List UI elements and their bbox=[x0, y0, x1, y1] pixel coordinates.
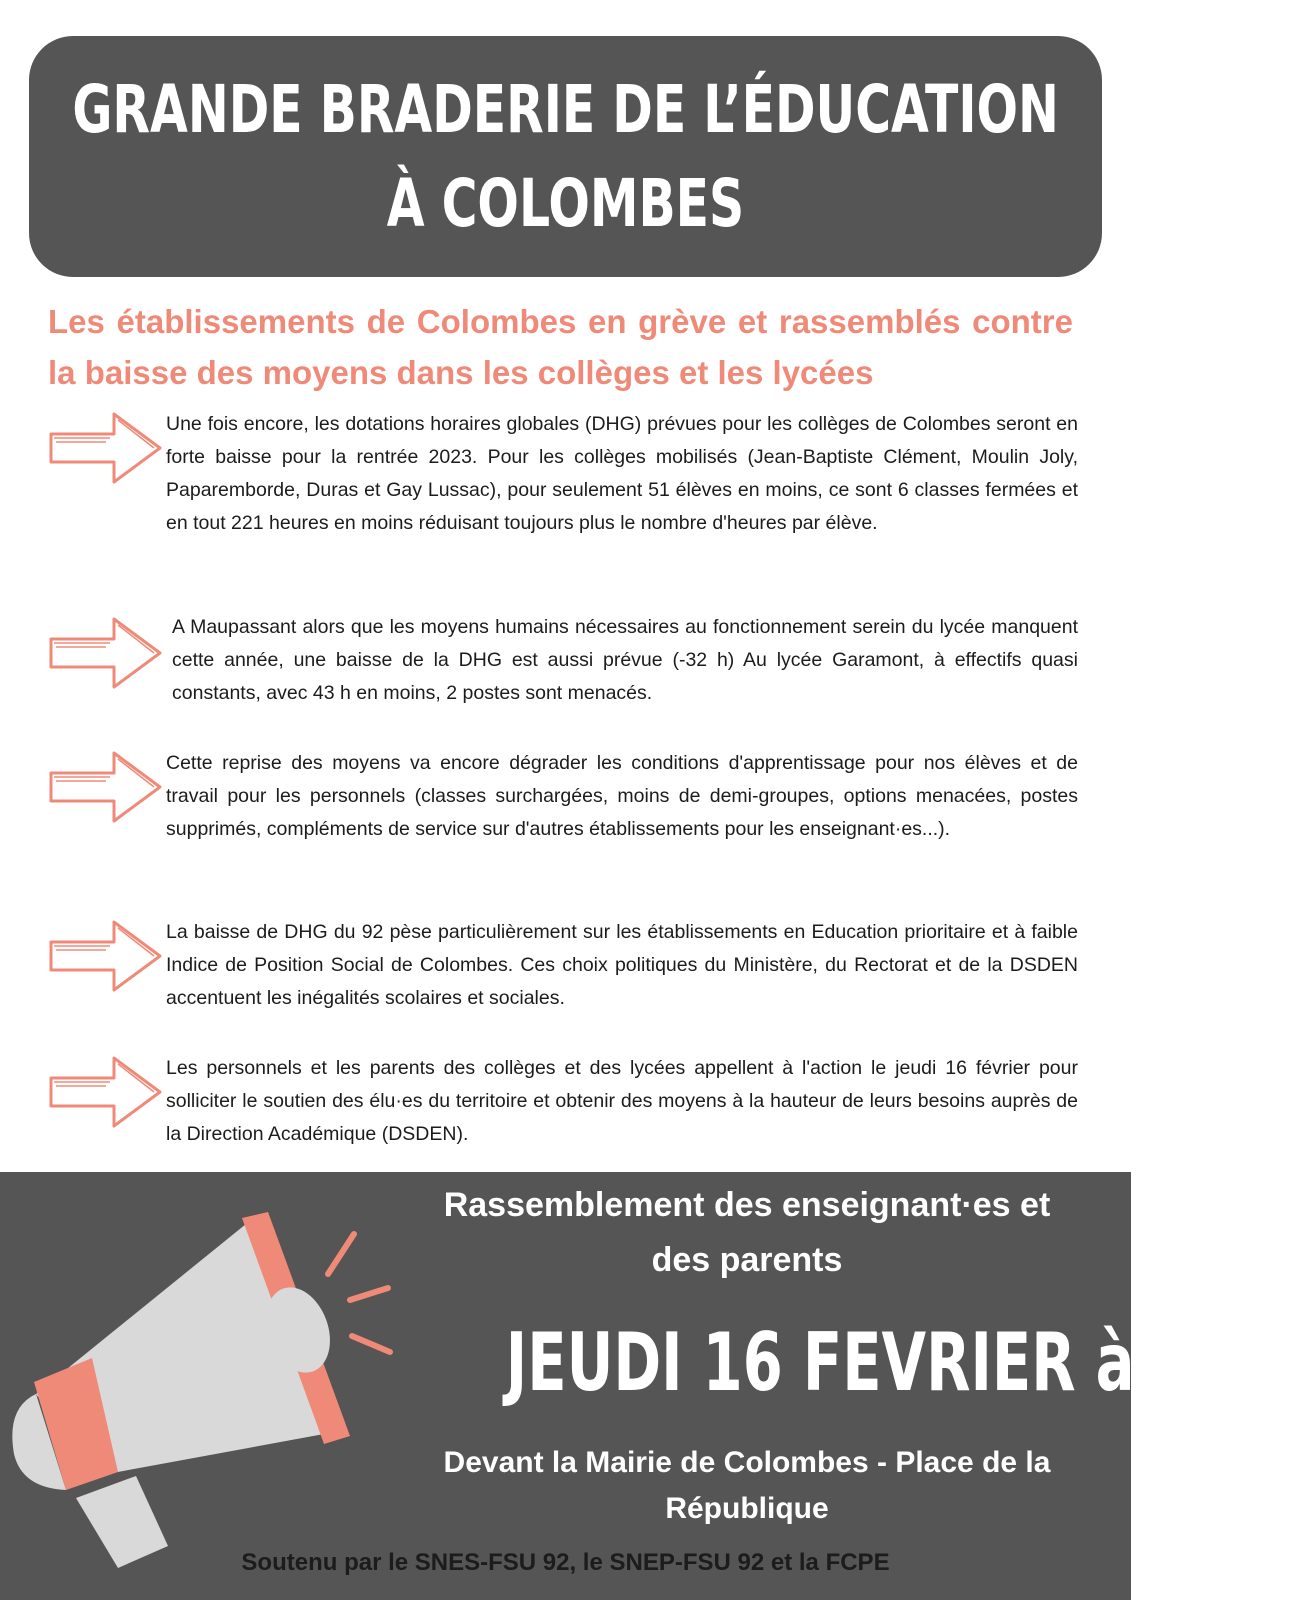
title-line-2: À COLOMBES bbox=[386, 164, 745, 242]
title-banner bbox=[29, 36, 1102, 277]
subtitle: Les établissements de Colombes en grève et rassemblés contre la baisse des moyens dans les collèges et les lycées bbox=[48, 303, 1073, 391]
list-item-reprise-moyens bbox=[48, 747, 1078, 887]
arrow-right-icon bbox=[48, 410, 164, 486]
title-line-1: GRANDE BRADERIE DE L’ÉDUCATION bbox=[72, 70, 1059, 148]
arrow-right-icon bbox=[48, 749, 164, 825]
arrow-right-icon bbox=[48, 918, 164, 994]
event-date: JEUDI 16 FEVRIER à 9h30 bbox=[505, 1316, 1316, 1409]
item-text: Les personnels et les parents des collèges et des lycées appellent à l'action le jeudi 16 février pour solliciter le soutien des élu·es du territoire et obtenir des moyens à la hauteur de leurs besoins auprès de la Direction Académique (DSDEN). bbox=[166, 1057, 1078, 1145]
event-place: Devant la Mairie de Colombes - Place de la République bbox=[443, 1446, 1051, 1525]
support-line: Soutenu par le SNES-FSU 92, le SNEP-FSU 92 et la FCPE bbox=[241, 1549, 890, 1576]
list-item-dhg-colleges bbox=[48, 408, 1078, 548]
item-text: Une fois encore, les dotations horaires globales (DHG) prévues pour les collèges de Colombes seront en forte baisse pour la rentrée 2023. Pour les collèges mobilisés (Jean-Baptiste Clément, Moulin Joly, Paparemborde, Duras et Gay Lussac), pour seulement 51 élèves en moins, ce sont 6 classes fermées et en tout 221 heures en moins réduisant toujours plus le nombre d'heures par élève. bbox=[166, 413, 1078, 534]
list-item-baisse-dhg-92 bbox=[48, 916, 1078, 1056]
item-text: A Maupassant alors que les moyens humains nécessaires au fonctionnement serein du lycée manquent cette année, une baisse de la DHG est aussi prévue (-32 h) Au lycée Garamont, à effectifs quasi constants, avec 43 h en moins, 2 postes sont menacés. bbox=[172, 616, 1078, 704]
item-text: La baisse de DHG du 92 pèse particulièrement sur les établissements en Education prioritaire et à faible Indice de Position Social de Colombes. Ces choix politiques du Ministère, du Rectorat et de la DSDEN accentuent les inégalités scolaires et sociales. bbox=[166, 921, 1078, 1009]
rally-heading: Rassemblement des enseignant·es et des parents bbox=[443, 1186, 1051, 1279]
megaphone-icon bbox=[6, 1218, 406, 1578]
item-text: Cette reprise des moyens va encore dégrader les conditions d'apprentissage pour nos élèves et de travail pour les personnels (classes surchargées, moins de demi-groupes, options menacées, postes supprimés, compléments de service sur d'autres établissements pour les enseignant·es...). bbox=[166, 752, 1078, 840]
arrow-right-icon bbox=[48, 615, 164, 691]
list-item-maupassant bbox=[48, 611, 1078, 751]
list-item-appel-action bbox=[48, 1052, 1078, 1192]
arrow-right-icon bbox=[48, 1054, 164, 1130]
